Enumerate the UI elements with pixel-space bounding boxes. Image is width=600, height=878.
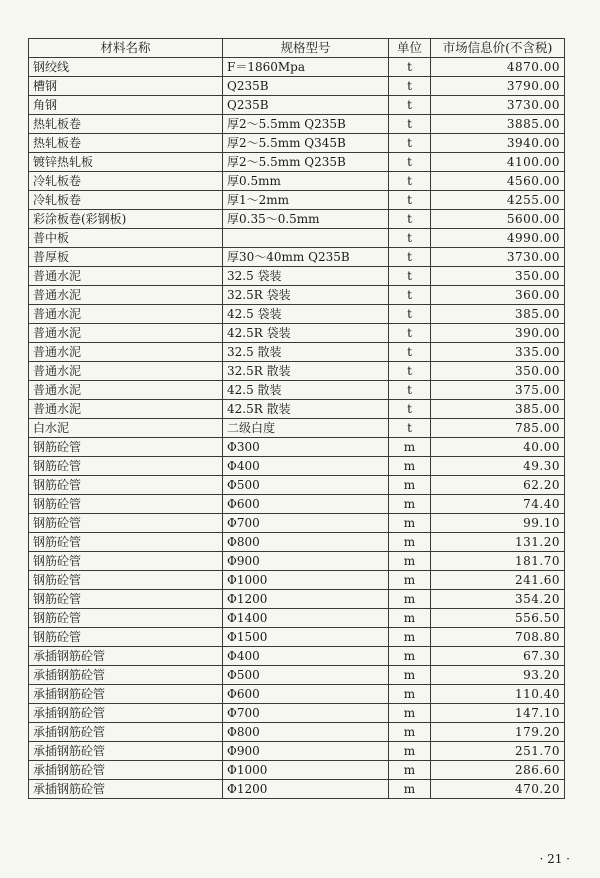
table-row (29, 229, 565, 248)
cell-spec-model: 厚2～5.5mm Q345B (223, 134, 389, 153)
cell-material-name: 钢筋砼管 (29, 457, 223, 476)
cell-unit: m (389, 704, 431, 723)
cell-price: 4990.00 (431, 229, 565, 248)
cell-price: 375.00 (431, 381, 565, 400)
cell-spec-model: 厚0.35～0.5mm (223, 210, 389, 229)
cell-price: 360.00 (431, 286, 565, 305)
table-row (29, 533, 565, 552)
cell-spec-model: 32.5 袋装 (223, 267, 389, 286)
cell-unit: t (389, 153, 431, 172)
table-row (29, 381, 565, 400)
cell-material-name: 热轧板卷 (29, 134, 223, 153)
cell-unit: m (389, 590, 431, 609)
cell-price: 3730.00 (431, 96, 565, 115)
cell-material-name: 冷轧板卷 (29, 191, 223, 210)
cell-unit: t (389, 324, 431, 343)
table-row (29, 96, 565, 115)
cell-price: 49.30 (431, 457, 565, 476)
table-row (29, 210, 565, 229)
cell-material-name: 普通水泥 (29, 381, 223, 400)
document-page (28, 38, 564, 799)
cell-unit: m (389, 723, 431, 742)
table-row (29, 647, 565, 666)
cell-price: 4560.00 (431, 172, 565, 191)
cell-material-name: 钢绞线 (29, 58, 223, 77)
cell-unit: t (389, 305, 431, 324)
cell-unit: m (389, 685, 431, 704)
table-row (29, 609, 565, 628)
cell-spec-model: 厚2～5.5mm Q235B (223, 153, 389, 172)
cell-price: 147.10 (431, 704, 565, 723)
cell-price: 5600.00 (431, 210, 565, 229)
table-row (29, 58, 565, 77)
cell-material-name: 承插钢筋砼管 (29, 742, 223, 761)
cell-material-name: 热轧板卷 (29, 115, 223, 134)
cell-material-name: 普通水泥 (29, 343, 223, 362)
cell-spec-model: F＝1860Mpa (223, 58, 389, 77)
cell-unit: t (389, 134, 431, 153)
cell-spec-model: Φ500 (223, 476, 389, 495)
cell-price: 556.50 (431, 609, 565, 628)
table-row (29, 362, 565, 381)
cell-unit: t (389, 381, 431, 400)
cell-unit: t (389, 267, 431, 286)
cell-spec-model: Φ500 (223, 666, 389, 685)
cell-material-name: 普通水泥 (29, 324, 223, 343)
cell-price: 3730.00 (431, 248, 565, 267)
cell-material-name: 钢筋砼管 (29, 590, 223, 609)
cell-unit: t (389, 172, 431, 191)
cell-material-name: 钢筋砼管 (29, 533, 223, 552)
header-spec-model: 规格型号 (223, 39, 389, 58)
table-row (29, 685, 565, 704)
table-row (29, 704, 565, 723)
cell-spec-model: 42.5R 散装 (223, 400, 389, 419)
cell-spec-model: Φ1400 (223, 609, 389, 628)
cell-material-name: 普通水泥 (29, 267, 223, 286)
cell-price: 785.00 (431, 419, 565, 438)
cell-unit: t (389, 362, 431, 381)
cell-price: 3885.00 (431, 115, 565, 134)
cell-price: 110.40 (431, 685, 565, 704)
cell-spec-model: 32.5R 袋装 (223, 286, 389, 305)
cell-price: 3940.00 (431, 134, 565, 153)
cell-spec-model: Q235B (223, 77, 389, 96)
table-row (29, 438, 565, 457)
cell-unit: t (389, 115, 431, 134)
cell-price: 354.20 (431, 590, 565, 609)
cell-material-name: 普厚板 (29, 248, 223, 267)
table-row (29, 153, 565, 172)
cell-spec-model: Φ300 (223, 438, 389, 457)
cell-unit: t (389, 419, 431, 438)
cell-unit: m (389, 514, 431, 533)
table-row (29, 172, 565, 191)
cell-spec-model: Φ700 (223, 704, 389, 723)
cell-price: 470.20 (431, 780, 565, 799)
table-row (29, 552, 565, 571)
cell-unit: t (389, 210, 431, 229)
cell-price: 74.40 (431, 495, 565, 514)
cell-spec-model: Φ1200 (223, 780, 389, 799)
cell-spec-model: Q235B (223, 96, 389, 115)
cell-material-name: 冷轧板卷 (29, 172, 223, 191)
cell-unit: m (389, 476, 431, 495)
cell-spec-model: Φ600 (223, 685, 389, 704)
cell-unit: t (389, 286, 431, 305)
table-row (29, 780, 565, 799)
cell-price: 4870.00 (431, 58, 565, 77)
cell-unit: m (389, 761, 431, 780)
cell-unit: m (389, 647, 431, 666)
cell-material-name: 钢筋砼管 (29, 628, 223, 647)
cell-material-name: 角钢 (29, 96, 223, 115)
cell-unit: m (389, 495, 431, 514)
table-row (29, 590, 565, 609)
cell-price: 131.20 (431, 533, 565, 552)
cell-unit: m (389, 666, 431, 685)
cell-price: 67.30 (431, 647, 565, 666)
table-row (29, 571, 565, 590)
cell-material-name: 普通水泥 (29, 400, 223, 419)
table-row (29, 77, 565, 96)
cell-spec-model: 二级白度 (223, 419, 389, 438)
cell-price: 62.20 (431, 476, 565, 495)
cell-material-name: 承插钢筋砼管 (29, 761, 223, 780)
cell-price: 385.00 (431, 400, 565, 419)
cell-price: 335.00 (431, 343, 565, 362)
table-header-row (29, 39, 565, 58)
table-row (29, 286, 565, 305)
cell-material-name: 普中板 (29, 229, 223, 248)
cell-unit: t (389, 343, 431, 362)
header-market-price: 市场信息价(不含税) (431, 39, 565, 58)
cell-spec-model: 42.5R 袋装 (223, 324, 389, 343)
cell-spec-model: 厚0.5mm (223, 172, 389, 191)
cell-material-name: 镀锌热轧板 (29, 153, 223, 172)
cell-price: 350.00 (431, 267, 565, 286)
table-row (29, 191, 565, 210)
cell-material-name: 普通水泥 (29, 305, 223, 324)
cell-price: 350.00 (431, 362, 565, 381)
table-row (29, 514, 565, 533)
cell-unit: t (389, 58, 431, 77)
cell-material-name: 承插钢筋砼管 (29, 723, 223, 742)
cell-spec-model: 42.5 袋装 (223, 305, 389, 324)
table-row (29, 343, 565, 362)
cell-spec-model: Φ1200 (223, 590, 389, 609)
cell-material-name: 承插钢筋砼管 (29, 685, 223, 704)
page-number: · 21 · (539, 852, 570, 866)
cell-material-name: 钢筋砼管 (29, 552, 223, 571)
cell-material-name: 钢筋砼管 (29, 571, 223, 590)
table-body (29, 58, 565, 799)
table-row (29, 457, 565, 476)
cell-unit: t (389, 96, 431, 115)
cell-material-name: 钢筋砼管 (29, 495, 223, 514)
table-row (29, 723, 565, 742)
cell-material-name: 槽钢 (29, 77, 223, 96)
cell-spec-model (223, 229, 389, 248)
cell-unit: t (389, 248, 431, 267)
cell-material-name: 彩涂板卷(彩钢板) (29, 210, 223, 229)
table-row (29, 115, 565, 134)
cell-spec-model: 42.5 散装 (223, 381, 389, 400)
table-row (29, 476, 565, 495)
table-row (29, 495, 565, 514)
table-row (29, 305, 565, 324)
price-table (28, 38, 565, 799)
cell-unit: m (389, 571, 431, 590)
cell-unit: t (389, 400, 431, 419)
cell-material-name: 承插钢筋砼管 (29, 704, 223, 723)
cell-price: 3790.00 (431, 77, 565, 96)
cell-price: 99.10 (431, 514, 565, 533)
cell-unit: t (389, 77, 431, 96)
header-unit: 单位 (389, 39, 431, 58)
table-row (29, 324, 565, 343)
cell-spec-model: 32.5R 散装 (223, 362, 389, 381)
cell-spec-model: 厚2～5.5mm Q235B (223, 115, 389, 134)
cell-unit: m (389, 533, 431, 552)
cell-spec-model: Φ400 (223, 647, 389, 666)
cell-spec-model: 厚1～2mm (223, 191, 389, 210)
cell-spec-model: Φ900 (223, 552, 389, 571)
header-material-name: 材料名称 (29, 39, 223, 58)
cell-spec-model: Φ1000 (223, 761, 389, 780)
cell-material-name: 承插钢筋砼管 (29, 647, 223, 666)
cell-material-name: 白水泥 (29, 419, 223, 438)
cell-unit: m (389, 742, 431, 761)
cell-material-name: 承插钢筋砼管 (29, 780, 223, 799)
table-row (29, 419, 565, 438)
cell-spec-model: Φ700 (223, 514, 389, 533)
cell-material-name: 普通水泥 (29, 286, 223, 305)
table-row (29, 742, 565, 761)
cell-unit: m (389, 457, 431, 476)
cell-price: 4100.00 (431, 153, 565, 172)
cell-spec-model: Φ1500 (223, 628, 389, 647)
cell-material-name: 钢筋砼管 (29, 438, 223, 457)
cell-price: 385.00 (431, 305, 565, 324)
table-row (29, 248, 565, 267)
table-row (29, 628, 565, 647)
table-row (29, 666, 565, 685)
cell-price: 179.20 (431, 723, 565, 742)
cell-spec-model: 32.5 散装 (223, 343, 389, 362)
cell-spec-model: Φ400 (223, 457, 389, 476)
cell-material-name: 钢筋砼管 (29, 609, 223, 628)
cell-unit: m (389, 780, 431, 799)
cell-unit: m (389, 552, 431, 571)
cell-price: 241.60 (431, 571, 565, 590)
cell-price: 251.70 (431, 742, 565, 761)
cell-unit: m (389, 628, 431, 647)
table-row (29, 400, 565, 419)
cell-price: 390.00 (431, 324, 565, 343)
cell-spec-model: 厚30～40mm Q235B (223, 248, 389, 267)
cell-material-name: 钢筋砼管 (29, 476, 223, 495)
cell-material-name: 钢筋砼管 (29, 514, 223, 533)
table-row (29, 134, 565, 153)
cell-price: 708.80 (431, 628, 565, 647)
cell-unit: m (389, 438, 431, 457)
cell-unit: t (389, 191, 431, 210)
cell-price: 181.70 (431, 552, 565, 571)
cell-price: 4255.00 (431, 191, 565, 210)
cell-spec-model: Φ900 (223, 742, 389, 761)
table-row (29, 267, 565, 286)
cell-unit: t (389, 229, 431, 248)
cell-price: 93.20 (431, 666, 565, 685)
cell-material-name: 承插钢筋砼管 (29, 666, 223, 685)
cell-price: 40.00 (431, 438, 565, 457)
cell-unit: m (389, 609, 431, 628)
cell-spec-model: Φ1000 (223, 571, 389, 590)
cell-spec-model: Φ800 (223, 723, 389, 742)
cell-material-name: 普通水泥 (29, 362, 223, 381)
cell-price: 286.60 (431, 761, 565, 780)
cell-spec-model: Φ600 (223, 495, 389, 514)
table-row (29, 761, 565, 780)
cell-spec-model: Φ800 (223, 533, 389, 552)
